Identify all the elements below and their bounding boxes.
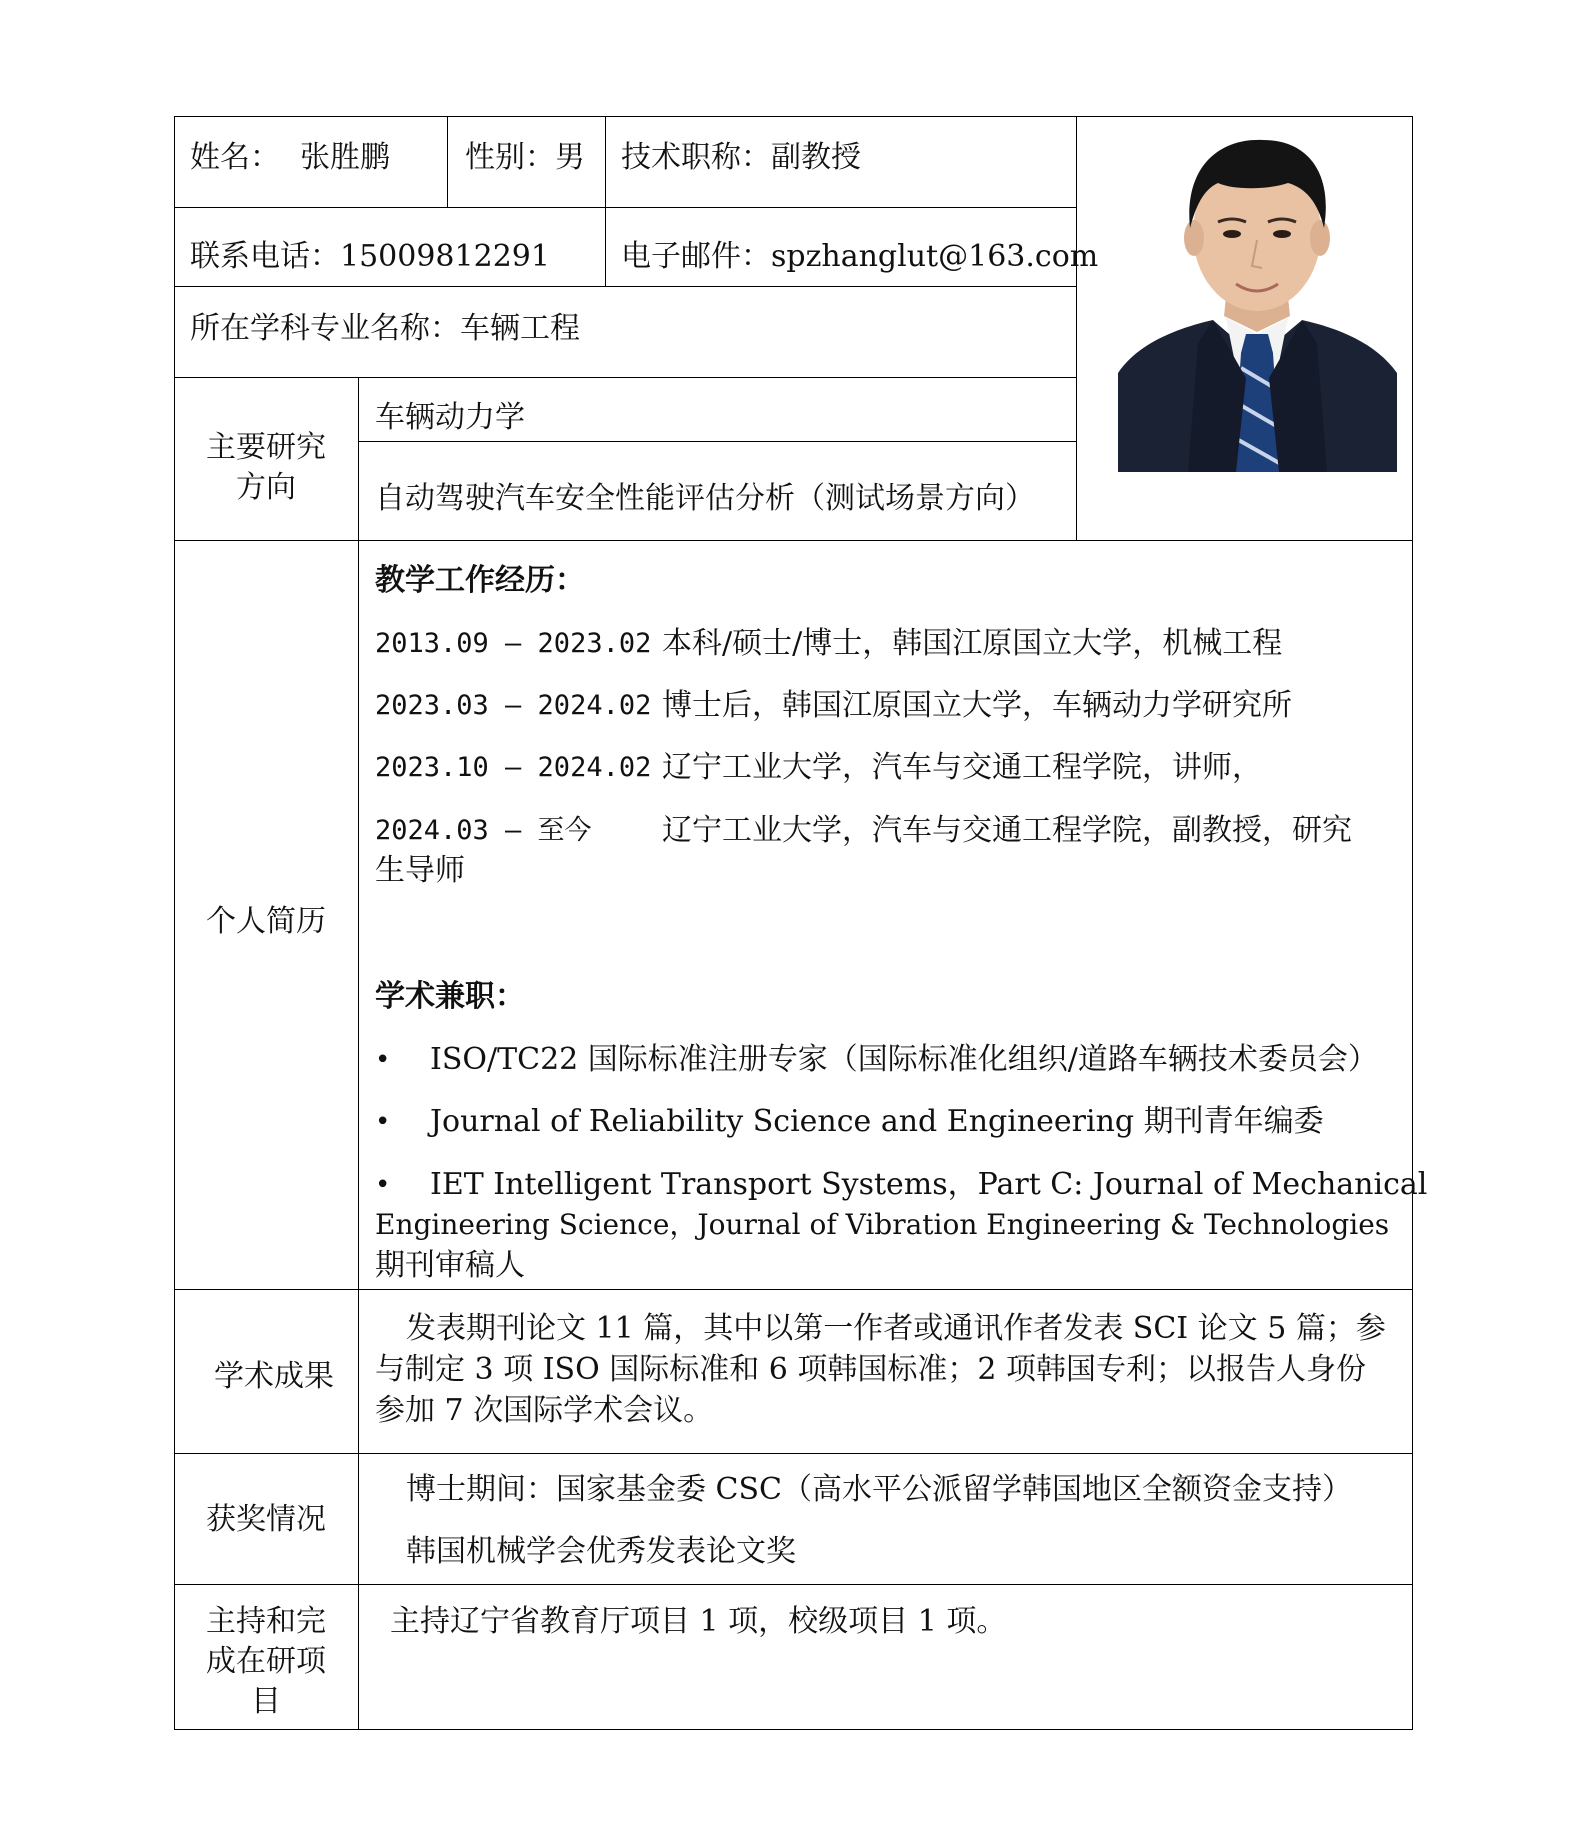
- entry-desc: 辽宁工业大学，汽车与交通工程学院，讲师，: [662, 750, 1262, 785]
- entry-period: 2024.03 – 至今: [375, 815, 592, 846]
- academic-bullet-line1: IET Intelligent Transport Systems，Part C: Journal of Mechanical: [430, 1167, 1428, 1202]
- name-label: 姓名：: [190, 140, 280, 175]
- academic-bullet-line2: Engineering Science，Journal of Vibration Engineering & Technologies: [375, 1208, 1390, 1241]
- research-label-line1: 主要研究: [206, 430, 326, 465]
- job-title-field: 技术职称：副教授: [621, 140, 861, 175]
- academic-bullet-line3: 期刊审稿人: [375, 1248, 525, 1283]
- entry-period: 2023.03 – 2024.02: [375, 690, 652, 721]
- achievements-line: 参加 7 次国际学术会议。: [375, 1393, 714, 1428]
- phone-field: 联系电话：15009812291: [190, 239, 550, 274]
- resume-label: 个人简历: [206, 904, 326, 939]
- projects-label-line1: 主持和完: [206, 1604, 326, 1639]
- entry-desc: 辽宁工业大学，汽车与交通工程学院，副教授，研究: [662, 813, 1352, 848]
- achievements-label: 学术成果: [214, 1359, 334, 1394]
- academic-bullet: Journal of Reliability Science and Engineering 期刊青年编委: [430, 1104, 1324, 1139]
- name-value: 张胜鹏: [300, 140, 390, 175]
- achievements-line: 与制定 3 项 ISO 国际标准和 6 项韩国标准；2 项韩国专利；以报告人身份: [375, 1352, 1367, 1387]
- entry-desc: 本科/硕士/博士，韩国江原国立大学，机械工程: [662, 626, 1283, 661]
- academic-bullet: ISO/TC22 国际标准注册专家（国际标准化组织/道路车辆技术委员会）: [430, 1042, 1378, 1077]
- bullet-dot: •: [375, 1045, 391, 1075]
- discipline-field: 所在学科专业名称：车辆工程: [190, 311, 580, 346]
- profile-photo: [1118, 128, 1397, 472]
- entry-desc-cont: 生导师: [375, 853, 465, 888]
- academic-heading: 学术兼职：: [375, 979, 525, 1014]
- achievements-line: 发表期刊论文 11 篇，其中以第一作者或通讯作者发表 SCI 论文 5 篇；参: [406, 1311, 1386, 1346]
- teaching-heading: 教学工作经历：: [375, 563, 585, 598]
- projects-label-line3: 目: [251, 1684, 281, 1719]
- award-item: 博士期间：国家基金委 CSC（高水平公派留学韩国地区全额资金支持）: [406, 1472, 1352, 1507]
- entry-period: 2023.10 – 2024.02: [375, 752, 652, 783]
- bullet-dot: •: [375, 1107, 391, 1137]
- bullet-dot: •: [375, 1170, 391, 1200]
- research-item: 自动驾驶汽车安全性能评估分析（测试场景方向）: [375, 481, 1035, 516]
- gender-field: 性别：男: [465, 140, 585, 175]
- awards-label: 获奖情况: [206, 1502, 326, 1537]
- projects-label-line2: 成在研项: [206, 1644, 326, 1679]
- research-item: 车辆动力学: [375, 400, 525, 435]
- entry-period: 2013.09 – 2023.02: [375, 628, 652, 659]
- entry-desc: 博士后，韩国江原国立大学，车辆动力学研究所: [662, 688, 1292, 723]
- email-field: 电子邮件：spzhanglut@163.com: [621, 239, 1099, 274]
- research-label-line2: 方向: [236, 470, 296, 505]
- projects-text: 主持辽宁省教育厅项目 1 项，校级项目 1 项。: [390, 1604, 1007, 1639]
- award-item: 韩国机械学会优秀发表论文奖: [406, 1534, 796, 1569]
